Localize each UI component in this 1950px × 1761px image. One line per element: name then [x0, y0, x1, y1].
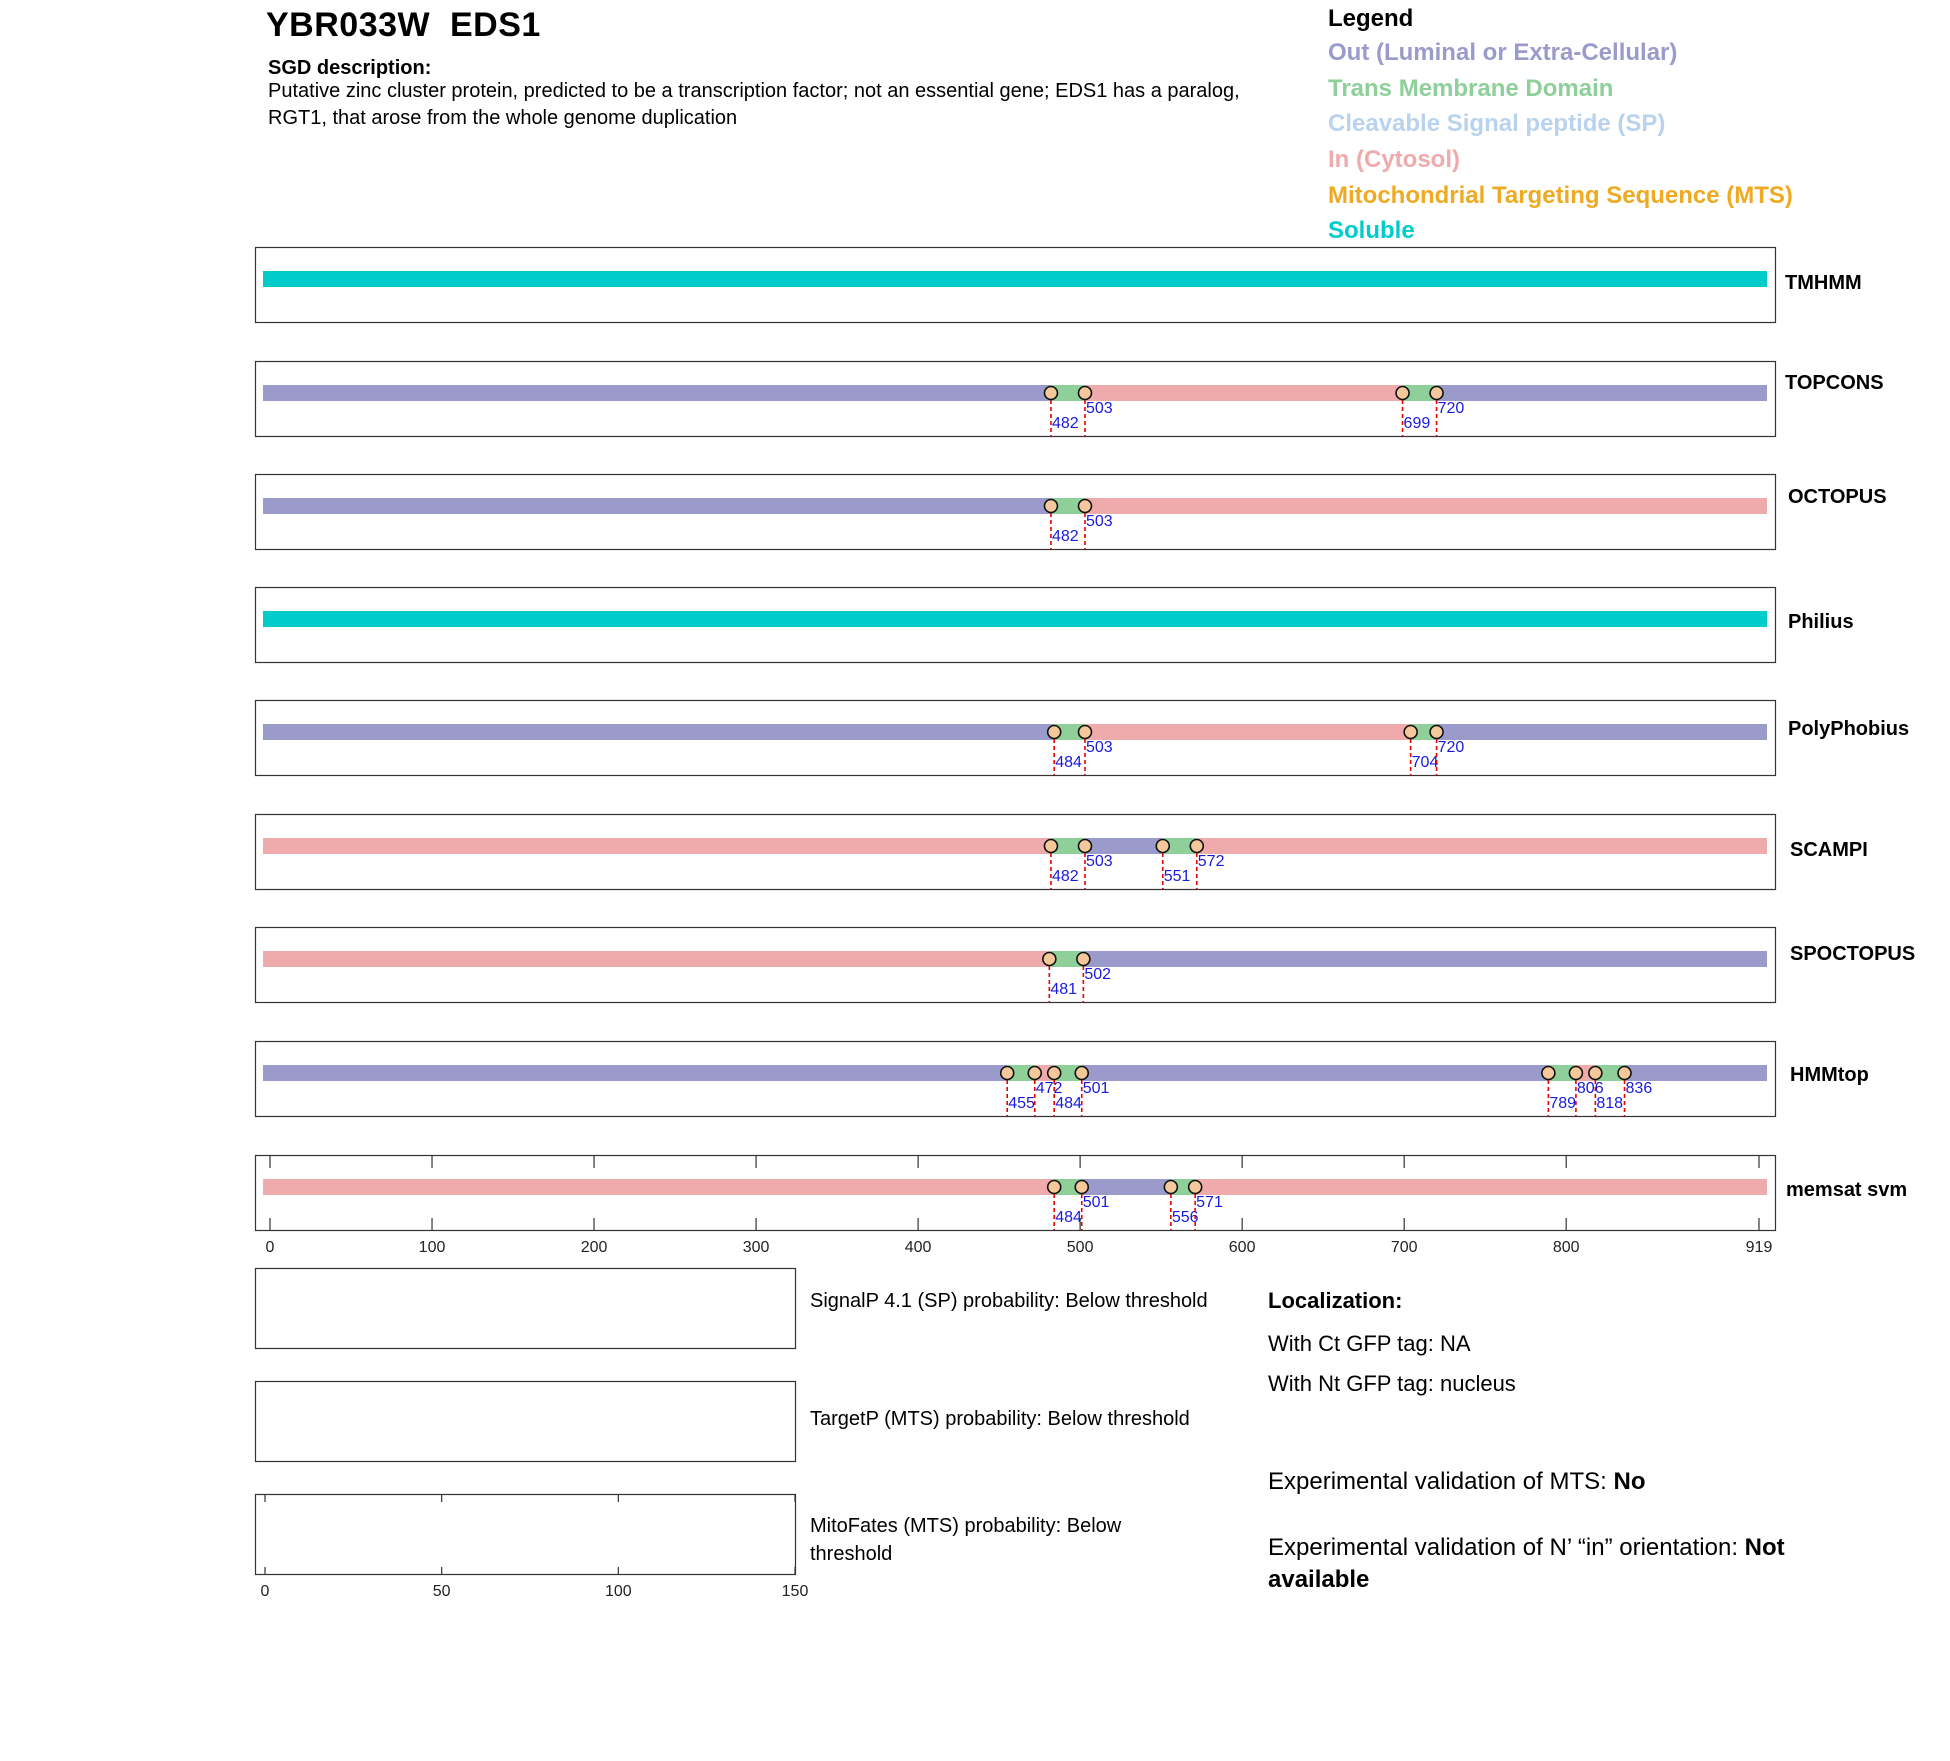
mts-validation [1268, 1466, 1888, 1498]
marker-circle-memsat-svm-2 [1164, 1181, 1177, 1194]
track-label-topcons: TOPCONS [1785, 372, 1884, 394]
mts-validation-prefix: Experimental validation of MTS: [1268, 1468, 1614, 1495]
marker-label-octopus-0: 482 [1051, 528, 1079, 545]
mitofates-label: MitoFates (MTS) probability: Below threshold [810, 1515, 1122, 1565]
track-label-memsat-svm: memsat svm [1786, 1179, 1908, 1201]
segment-hmmtop-4 [1082, 1065, 1549, 1081]
segment-tmhmm-0 [263, 271, 1767, 287]
segment-octopus-0 [263, 498, 1051, 514]
orientation-validation [1268, 1532, 1888, 1596]
marker-circle-scampi-2 [1156, 840, 1169, 853]
segment-memsat-svm-0 [263, 1179, 1054, 1195]
axis-tick-label-3: 300 [742, 1239, 770, 1256]
axis-tick-label-0: 0 [265, 1239, 275, 1256]
prob-axis-tick-label-3: 150 [781, 1583, 809, 1600]
legend-item-mts: Mitochondrial Targeting Sequence (MTS) [1328, 182, 1793, 209]
marker-circle-topcons-2 [1396, 387, 1409, 400]
prob-axis-tick-label-2: 100 [604, 1583, 632, 1600]
axis-tick-label-8: 800 [1552, 1239, 1580, 1256]
segment-scampi-0 [263, 838, 1051, 854]
axis-tick-label-4: 400 [904, 1239, 932, 1256]
marker-circle-hmmtop-4 [1542, 1067, 1555, 1080]
segment-hmmtop-0 [263, 1065, 1007, 1081]
marker-circle-hmmtop-0 [1001, 1067, 1014, 1080]
marker-circle-hmmtop-6 [1589, 1067, 1602, 1080]
prob-axis-tick-label-1: 50 [432, 1583, 451, 1600]
marker-label-memsat-svm-3: 571 [1196, 1194, 1223, 1211]
marker-circle-scampi-3 [1190, 840, 1203, 853]
localization-ct: With Ct GFP tag: NA [1268, 1331, 1471, 1356]
marker-circle-octopus-1 [1078, 500, 1091, 513]
marker-label-hmmtop-4: 789 [1549, 1095, 1577, 1112]
legend-item-in: In (Cytosol) [1328, 146, 1460, 173]
marker-label-memsat-svm-2: 556 [1171, 1209, 1199, 1226]
marker-circle-hmmtop-5 [1569, 1067, 1582, 1080]
axis-tick-label-7: 700 [1390, 1239, 1418, 1256]
segment-topcons-0 [263, 385, 1051, 401]
marker-circle-octopus-0 [1044, 500, 1057, 513]
localization-heading: Localization: [1268, 1288, 1403, 1313]
sgd-description-heading: SGD description: [268, 57, 432, 79]
signalp-label: SignalP 4.1 (SP) probability: Below threshold [810, 1290, 1208, 1312]
marker-label-scampi-0: 482 [1051, 868, 1079, 885]
legend-item-signal-peptide: Cleavable Signal peptide (SP) [1328, 110, 1666, 137]
axis-tick-label-1: 100 [418, 1239, 446, 1256]
marker-label-hmmtop-0: 455 [1008, 1095, 1035, 1112]
track-label-hmmtop: HMMtop [1790, 1064, 1869, 1086]
marker-label-hmmtop-7: 836 [1625, 1080, 1653, 1097]
marker-label-topcons-1: 503 [1085, 400, 1113, 417]
marker-label-hmmtop-5: 806 [1576, 1080, 1604, 1097]
marker-circle-spoctopus-1 [1077, 953, 1090, 966]
marker-label-topcons-3: 720 [1437, 400, 1465, 417]
probability-panel-box-2 [256, 1495, 796, 1575]
marker-circle-hmmtop-7 [1618, 1067, 1631, 1080]
marker-label-spoctopus-0: 481 [1050, 981, 1078, 998]
prob-axis-tick-label-0: 0 [260, 1583, 270, 1600]
marker-circle-scampi-1 [1078, 840, 1091, 853]
legend-item-tm: Trans Membrane Domain [1328, 75, 1614, 102]
segment-spoctopus-0 [263, 951, 1049, 967]
sgd-description-text: Putative zinc cluster protein, predicted to be a transcription factor; not an essential gene; EDS1 has a paralog, RGT1, that arose from the whole genome duplication [268, 80, 1240, 129]
segment-topcons-4 [1437, 385, 1767, 401]
marker-label-memsat-svm-0: 484 [1055, 1209, 1082, 1226]
segment-polyphobius-0 [263, 724, 1054, 740]
marker-label-hmmtop-3: 501 [1082, 1080, 1110, 1097]
localization-nt: With Nt GFP tag: nucleus [1268, 1371, 1516, 1396]
marker-label-polyphobius-0: 484 [1055, 754, 1082, 771]
marker-label-scampi-1: 503 [1085, 853, 1113, 870]
segment-scampi-4 [1197, 838, 1767, 854]
marker-circle-polyphobius-2 [1404, 726, 1417, 739]
segment-hmmtop-8 [1625, 1065, 1767, 1081]
mts-validation-value: No [1613, 1468, 1646, 1495]
marker-circle-hmmtop-2 [1048, 1067, 1061, 1080]
marker-circle-spoctopus-0 [1043, 953, 1056, 966]
track-label-tmhmm: TMHMM [1785, 272, 1862, 294]
marker-label-spoctopus-1: 502 [1084, 966, 1112, 983]
page-title: YBR033W EDS1 [266, 6, 541, 44]
marker-circle-memsat-svm-3 [1189, 1181, 1202, 1194]
marker-label-hmmtop-2: 484 [1055, 1095, 1082, 1112]
marker-circle-memsat-svm-1 [1075, 1181, 1088, 1194]
marker-label-scampi-3: 572 [1197, 853, 1225, 870]
marker-circle-topcons-3 [1430, 387, 1443, 400]
axis-tick-label-6: 600 [1228, 1239, 1256, 1256]
segment-octopus-2 [1085, 498, 1767, 514]
orientation-validation-prefix: Experimental validation of N’ “in” orientation: [1268, 1534, 1745, 1561]
marker-label-topcons-2: 699 [1403, 415, 1431, 432]
marker-label-polyphobius-3: 720 [1437, 739, 1465, 756]
track-label-philius: Philius [1788, 611, 1854, 633]
segment-topcons-2 [1085, 385, 1403, 401]
probability-panel-box-0 [256, 1269, 796, 1349]
marker-circle-scampi-0 [1044, 840, 1057, 853]
marker-label-polyphobius-2: 704 [1411, 754, 1439, 771]
segment-memsat-svm-2 [1082, 1179, 1171, 1195]
segment-spoctopus-2 [1083, 951, 1767, 967]
track-label-scampi: SCAMPI [1790, 839, 1868, 861]
axis-tick-label-2: 200 [580, 1239, 608, 1256]
marker-label-polyphobius-1: 503 [1085, 739, 1113, 756]
segment-scampi-2 [1085, 838, 1163, 854]
track-label-polyphobius: PolyPhobius [1788, 718, 1910, 740]
targetp-label: TargetP (MTS) probability: Below threshold [810, 1408, 1190, 1430]
legend-title: Legend [1328, 5, 1414, 32]
marker-circle-topcons-1 [1078, 387, 1091, 400]
marker-circle-polyphobius-3 [1430, 726, 1443, 739]
marker-circle-topcons-0 [1044, 387, 1057, 400]
probability-panel-box-1 [256, 1382, 796, 1462]
marker-label-hmmtop-6: 818 [1596, 1095, 1624, 1112]
marker-label-octopus-1: 503 [1085, 513, 1113, 530]
axis-tick-label-9: 919 [1745, 1239, 1773, 1256]
segment-polyphobius-4 [1437, 724, 1767, 740]
marker-label-memsat-svm-1: 501 [1082, 1194, 1110, 1211]
track-label-octopus: OCTOPUS [1788, 486, 1887, 508]
legend-item-soluble: Soluble [1328, 217, 1415, 244]
orientation-validation-value: Not available [1268, 1534, 1785, 1593]
track-label-spoctopus: SPOCTOPUS [1790, 943, 1916, 965]
segment-memsat-svm-4 [1195, 1179, 1767, 1195]
marker-circle-polyphobius-0 [1048, 726, 1061, 739]
marker-circle-hmmtop-1 [1028, 1067, 1041, 1080]
segment-philius-0 [263, 611, 1767, 627]
legend-item-out: Out (Luminal or Extra-Cellular) [1328, 39, 1678, 66]
marker-label-hmmtop-1: 472 [1035, 1080, 1063, 1097]
axis-tick-label-5: 500 [1066, 1239, 1094, 1256]
segment-polyphobius-2 [1085, 724, 1411, 740]
marker-circle-polyphobius-1 [1078, 726, 1091, 739]
marker-label-scampi-2: 551 [1163, 868, 1191, 885]
marker-label-topcons-0: 482 [1051, 415, 1079, 432]
marker-circle-hmmtop-3 [1075, 1067, 1088, 1080]
marker-circle-memsat-svm-0 [1048, 1181, 1061, 1194]
